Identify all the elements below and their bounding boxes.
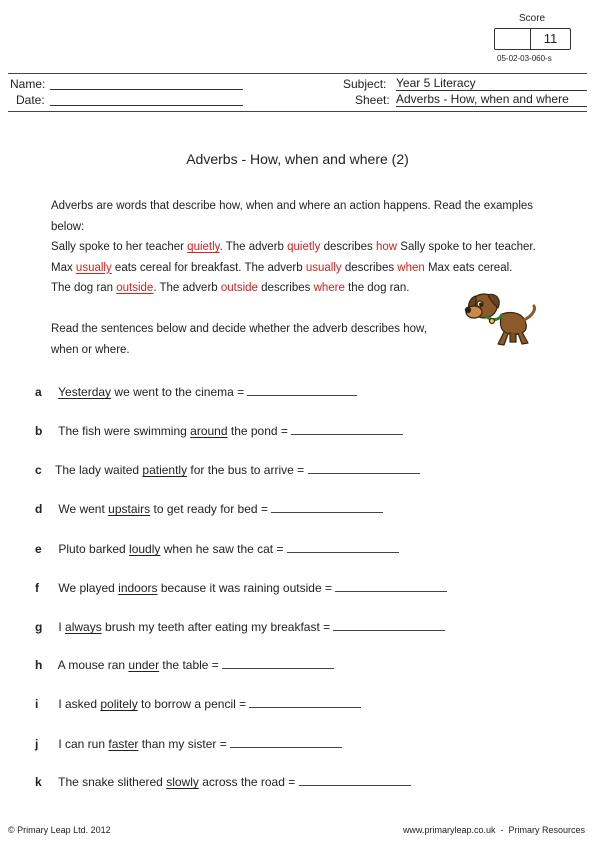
question-text: for the bus to arrive = xyxy=(187,463,308,477)
question-e xyxy=(35,540,399,556)
answer-blank[interactable] xyxy=(299,773,411,786)
subject-label: Subject: xyxy=(343,77,387,91)
question-text: because it was raining outside = xyxy=(157,581,336,595)
question-letter: e xyxy=(35,542,42,556)
question-adverb: patiently xyxy=(142,463,188,477)
example-category: where xyxy=(313,282,345,294)
question-letter: a xyxy=(35,385,42,399)
question-text: The lady waited xyxy=(55,463,143,477)
example-adverb: quietly xyxy=(287,241,321,253)
question-adverb: politely xyxy=(100,697,138,711)
question-c xyxy=(35,461,420,477)
example-text: Max eats cereal. xyxy=(424,261,513,274)
question-a xyxy=(35,383,357,399)
question-adverb: slowly xyxy=(166,775,199,789)
question-adverb: faster xyxy=(108,737,139,751)
question-letter: f xyxy=(35,581,39,595)
question-k xyxy=(35,773,411,789)
example-adverb: usually xyxy=(75,261,112,274)
question-g xyxy=(35,618,445,634)
question-adverb: around xyxy=(190,424,228,438)
answer-blank[interactable] xyxy=(287,540,399,553)
question-j xyxy=(35,735,342,751)
question-text: We played xyxy=(55,581,119,595)
answer-blank[interactable] xyxy=(222,656,334,669)
question-text: when he saw the cat = xyxy=(160,542,287,556)
name-label: Name: xyxy=(10,77,46,91)
example-text: Max xyxy=(51,261,76,274)
question-adverb: indoors xyxy=(118,581,158,595)
question-letter: b xyxy=(35,424,43,438)
name-field[interactable] xyxy=(50,89,243,90)
score-value: 11 xyxy=(531,28,571,50)
question-text: the table = xyxy=(159,658,223,672)
question-letter: h xyxy=(35,658,43,672)
score-input-box[interactable] xyxy=(494,28,531,50)
question-adverb: loudly xyxy=(129,542,161,556)
answer-blank[interactable] xyxy=(333,618,445,631)
question-adverb: always xyxy=(65,620,102,634)
question-text: across the road = xyxy=(198,775,299,789)
question-letter: g xyxy=(35,620,43,634)
example-category: how xyxy=(375,241,398,253)
question-text: the pond = xyxy=(227,424,292,438)
question-text: Pluto barked xyxy=(55,542,130,556)
question-adverb: Yesterday xyxy=(58,385,112,399)
subject-value: Year 5 Literacy xyxy=(396,77,587,91)
question-d xyxy=(35,500,383,516)
example-2 xyxy=(51,258,566,279)
question-text: I asked xyxy=(55,697,101,711)
sheet-code: 05-02-03-060-s xyxy=(497,54,552,63)
example-text: Sally spoke to her teacher xyxy=(51,241,188,253)
worksheet-title: Adverbs - How, when and where (2) xyxy=(186,151,409,167)
question-text: to borrow a pencil = xyxy=(137,697,250,711)
question-letter: c xyxy=(35,463,42,477)
cartoon-dog-icon xyxy=(462,288,540,350)
answer-blank[interactable] xyxy=(291,422,403,435)
question-text: to get ready for bed = xyxy=(150,502,272,516)
answer-blank[interactable] xyxy=(247,383,357,396)
question-text: than my sister = xyxy=(138,737,231,751)
question-letter: j xyxy=(35,737,39,751)
example-text: the dog ran. xyxy=(344,282,410,294)
example-text: The dog ran xyxy=(51,282,117,294)
footer-copyright: © Primary Leap Ltd. 2012 xyxy=(8,825,111,835)
question-text: The snake slithered xyxy=(55,775,167,789)
example-adverb: usually xyxy=(305,261,342,274)
date-field[interactable] xyxy=(50,105,243,106)
question-letter: k xyxy=(35,775,42,789)
header-top-rule xyxy=(8,73,587,74)
example-1 xyxy=(51,237,566,258)
example-text: Sally spoke to her teacher. xyxy=(397,241,536,253)
sheet-value: Adverbs - How, when and where xyxy=(396,93,587,107)
question-letter: i xyxy=(35,697,39,711)
question-text: we went to the cinema = xyxy=(111,385,248,399)
question-i xyxy=(35,695,361,711)
example-text: describes xyxy=(320,241,376,253)
answer-blank[interactable] xyxy=(230,735,342,748)
question-text: We went xyxy=(55,502,109,516)
answer-blank[interactable] xyxy=(335,579,447,592)
intro-text: Adverbs are words that describe how, when and where an action happens. Read the examples below: xyxy=(51,200,534,233)
question-h xyxy=(35,656,334,672)
question-text: brush my teeth after eating my breakfast = xyxy=(101,620,334,634)
example-text: describes xyxy=(257,282,314,294)
score-label: Score xyxy=(519,13,546,24)
question-b xyxy=(35,422,403,438)
answer-blank[interactable] xyxy=(271,500,383,513)
question-f xyxy=(35,579,447,595)
footer-website[interactable]: www.primaryleap.co.uk - Primary Resources xyxy=(402,825,585,835)
date-label: Date: xyxy=(16,93,45,107)
question-adverb: upstairs xyxy=(108,502,151,516)
example-text: . The adverb xyxy=(153,282,221,294)
question-text: I can run xyxy=(55,737,109,751)
instruction-text: Read the sentences below and decide whether the adverb describes how, when or where. xyxy=(51,323,427,356)
example-text: eats cereal for breakfast. The adverb xyxy=(111,261,306,274)
question-text: The fish were swimming xyxy=(55,424,191,438)
example-adverb: outside xyxy=(220,282,258,294)
question-letter: d xyxy=(35,502,43,516)
example-text: . The adverb xyxy=(219,241,288,253)
answer-blank[interactable] xyxy=(308,461,420,474)
example-category: when xyxy=(397,261,425,274)
question-text: I xyxy=(55,620,66,634)
question-adverb: under xyxy=(128,658,160,672)
question-text: A mouse ran xyxy=(55,658,129,672)
example-text: describes xyxy=(341,261,398,274)
example-adverb: outside xyxy=(116,282,154,294)
sheet-label: Sheet: xyxy=(355,93,390,107)
answer-blank[interactable] xyxy=(249,695,361,708)
example-adverb: quietly xyxy=(187,241,220,253)
header-bottom-rule xyxy=(8,111,587,112)
